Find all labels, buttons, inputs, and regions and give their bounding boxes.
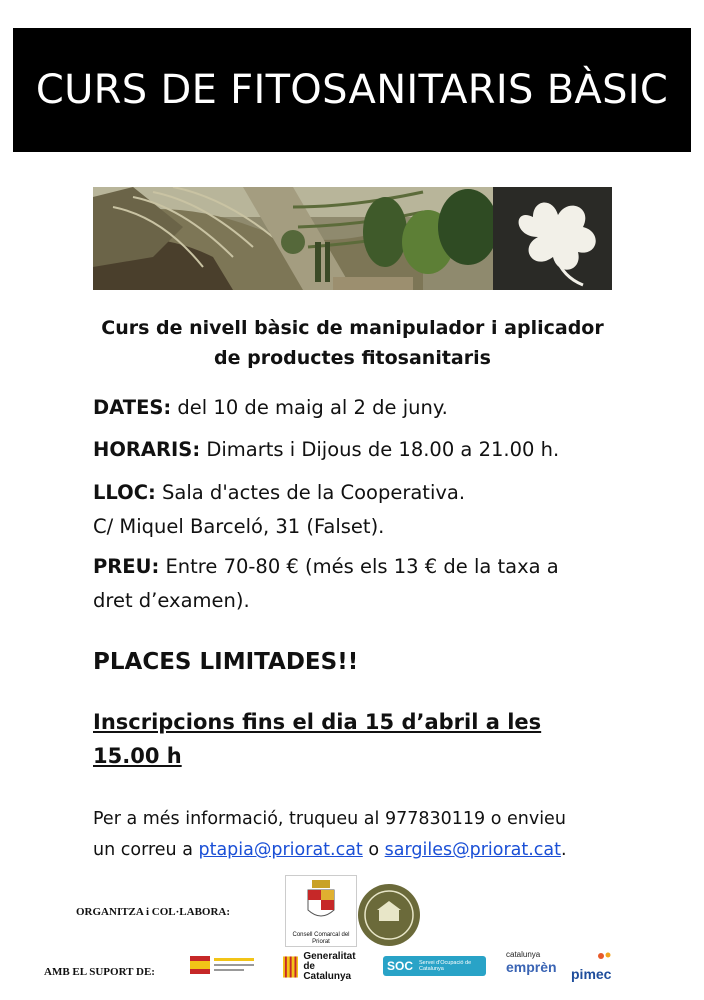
dates-value: del 10 de maig al 2 de juny. xyxy=(171,396,448,419)
lloc-address: C/ Miquel Barceló, 31 (Falset). xyxy=(93,515,385,538)
course-subtitle xyxy=(80,313,625,373)
more-info-prefix: un correu a xyxy=(93,840,199,860)
more-info-line-2 xyxy=(93,835,633,866)
consell-shield-icon xyxy=(286,876,356,928)
govern-espanya-icon xyxy=(190,954,256,976)
horaris-row xyxy=(93,433,623,467)
cooperativa-logo xyxy=(357,883,421,947)
subtitle-line-1: Curs de nivell bàsic de manipulador i aplicador xyxy=(101,317,604,339)
email-link-sargiles[interactable]: sargiles@priorat.cat xyxy=(384,840,562,860)
govern-espanya-logo xyxy=(190,954,256,976)
places-limitades: PLACES LIMITADES!! xyxy=(93,649,359,675)
pimec-text: pimec xyxy=(571,966,612,982)
consell-text: Consell Comarcal del Priorat xyxy=(292,932,350,945)
inscripcions-deadline: Inscripcions fins el dia 15 d’abril a les 15.00 h xyxy=(93,710,542,768)
title-banner xyxy=(13,28,691,152)
pimec-dots-icon xyxy=(571,951,617,963)
generalitat-line-1: Generalitat xyxy=(303,951,356,962)
preu-row xyxy=(93,550,623,618)
preu-value: Entre 70-80 € (més els 13 € de la taxa a xyxy=(159,555,559,578)
empren-small: catalunya xyxy=(506,950,541,959)
organitza-label: ORGANITZA i COL·LABORA: xyxy=(76,906,231,918)
dates-row xyxy=(93,391,623,425)
generalitat-logo xyxy=(283,951,363,982)
page-title: CURS DE FITOSANITARIS BÀSIC xyxy=(35,67,669,113)
preu-label: PREU: xyxy=(93,555,160,578)
soc-label: SOC xyxy=(387,959,414,973)
lloc-row xyxy=(93,476,623,544)
horaris-label: HORARIS: xyxy=(93,438,201,461)
lloc-label: LLOC: xyxy=(93,481,156,504)
preu-value-2: dret d’examen). xyxy=(93,589,250,612)
more-info-line-1: Per a més informació, truqueu al 977830119 o envieu xyxy=(93,809,566,829)
catalunya-empren-logo xyxy=(506,950,558,980)
dates-label: DATES: xyxy=(93,396,172,419)
cooperativa-seal-icon xyxy=(357,883,421,947)
lloc-value: Sala d'actes de la Cooperativa. xyxy=(155,481,466,504)
soc-logo xyxy=(383,956,486,976)
senyera-icon xyxy=(283,956,298,978)
more-info-connector: o xyxy=(362,840,385,860)
empren-big: emprèn xyxy=(506,959,557,975)
landscape-banner-image xyxy=(93,187,612,290)
more-info-suffix: . xyxy=(561,840,567,860)
soc-text: Servei d'Ocupació de Catalunya xyxy=(419,960,472,972)
horaris-value: Dimarts i Dijous de 18.00 a 21.00 h. xyxy=(200,438,560,461)
more-info xyxy=(93,804,633,866)
suport-label: AMB EL SUPORT DE: xyxy=(44,966,155,978)
consell-comarcal-logo xyxy=(285,875,357,947)
generalitat-line-2: de Catalunya xyxy=(303,961,352,982)
pimec-logo xyxy=(571,948,617,982)
subtitle-line-2: de productes fitosanitaris xyxy=(214,347,491,369)
email-link-ptapia[interactable]: ptapia@priorat.cat xyxy=(198,840,363,860)
